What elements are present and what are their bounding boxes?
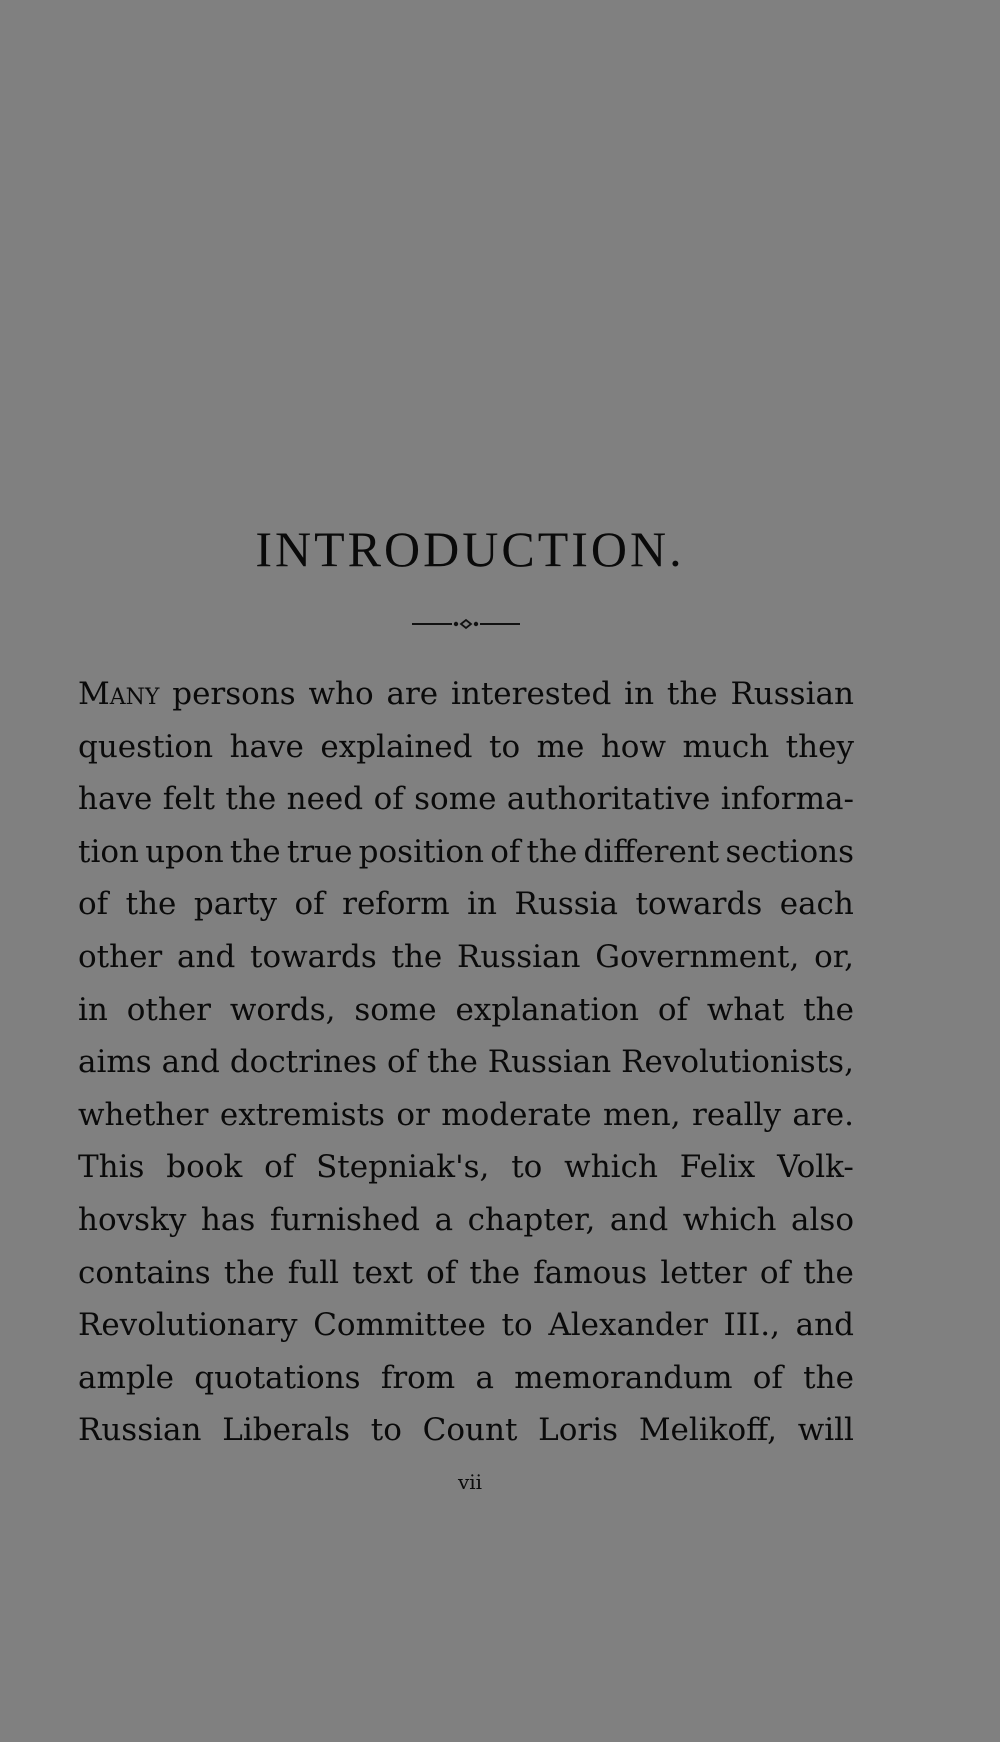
text-line: question have explained to me how much they bbox=[78, 728, 854, 765]
text-line: aims and doctrines of the Russian Revolutionists, bbox=[78, 1044, 854, 1081]
rule-diamond-ornament-icon bbox=[412, 616, 520, 632]
text-line: Russian Liberals to Count Loris Melikoff, will bbox=[78, 1412, 854, 1449]
text-line: Many persons who are interested in the Russian bbox=[78, 676, 854, 712]
body-paragraph bbox=[78, 668, 854, 1457]
text-line: This book of Stepniak's, to which Felix Volk- bbox=[78, 1149, 854, 1186]
text-line: have felt the need of some authoritative informa- bbox=[78, 781, 854, 818]
text-line: ample quotations from a memorandum of the bbox=[78, 1359, 854, 1396]
text-line: whether extremists or moderate men, really are. bbox=[78, 1096, 854, 1133]
text-line: of the party of reform in Russia towards each bbox=[78, 886, 854, 923]
chapter-title: INTRODUCTION. bbox=[255, 521, 685, 577]
text-line: Revolutionary Committee to Alexander III., and bbox=[78, 1307, 854, 1344]
text-line: other and towards the Russian Government, or, bbox=[78, 938, 854, 975]
page-number: vii bbox=[457, 1470, 483, 1494]
text-line: tion upon the true position of the different sections bbox=[78, 833, 854, 870]
text-line: contains the full text of the famous letter of the bbox=[78, 1254, 854, 1291]
text-line: in other words, some explanation of what the bbox=[78, 991, 854, 1028]
text-line: hovsky has furnished a chapter, and which also bbox=[78, 1201, 854, 1238]
